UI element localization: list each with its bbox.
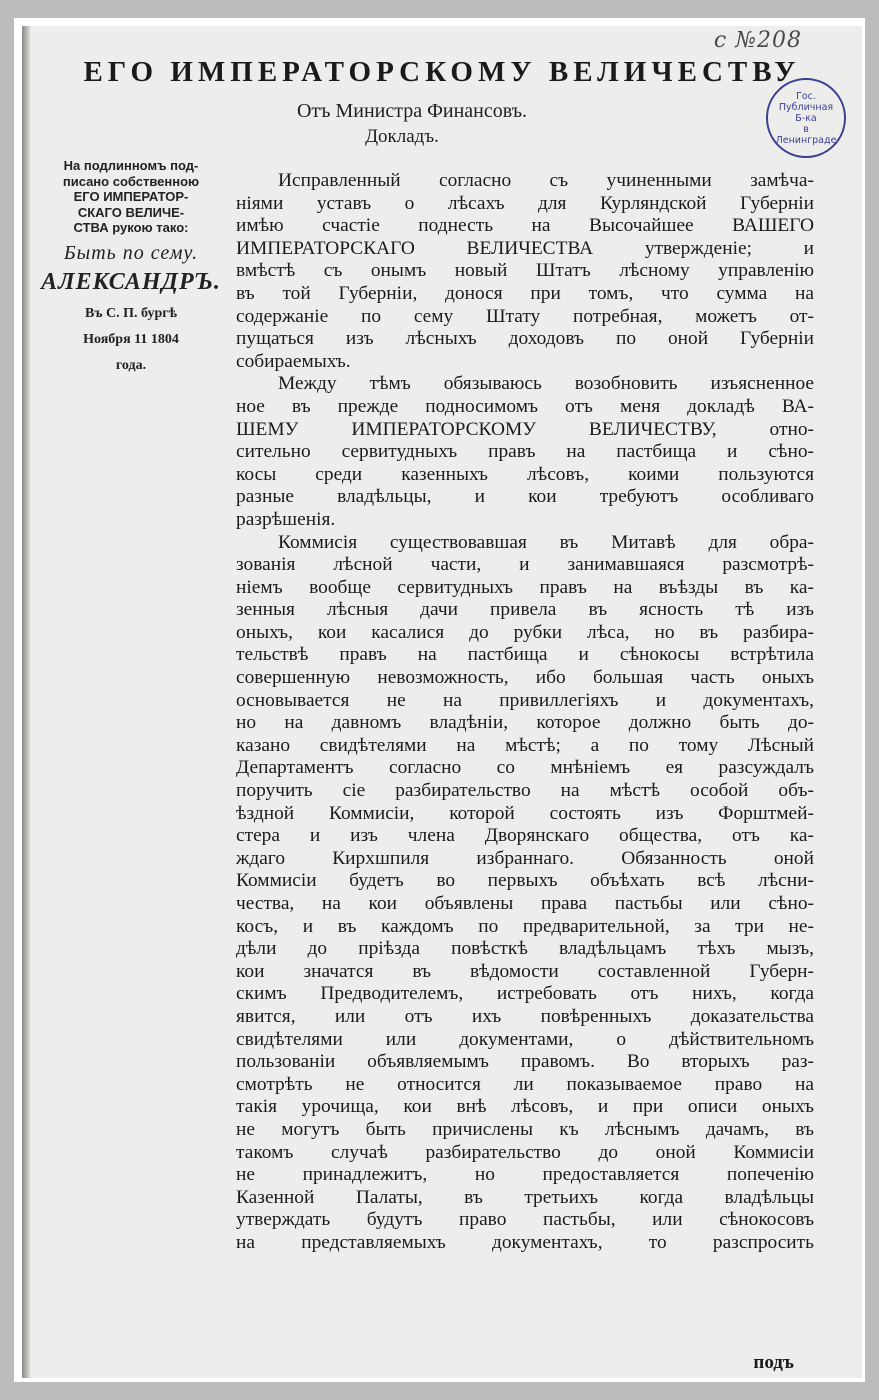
body-line: разные владѣльцы, и кои требуютъ особливаго <box>236 486 814 508</box>
body-line: чества, на кои объявлены права пастьбы или сѣно- <box>236 893 814 914</box>
stamp-line: Ленинграде <box>775 135 837 146</box>
date-line: Въ С. П. бургѣ <box>84 305 177 321</box>
body-line: косы среди казенныхъ лѣсовъ, коими пользуются <box>236 463 814 485</box>
body-line: смотрѣть не относится ли показываемое право на <box>236 1073 814 1095</box>
body-line: совершенную невозможность, ибо большая часть оныхъ <box>236 667 814 689</box>
document-page <box>22 26 862 1378</box>
body-line: на представляемыхъ документахъ, то разспросить <box>236 1231 814 1253</box>
body-line: не могутъ быть причислены къ лѣснымъ дачамъ, въ <box>236 1118 814 1140</box>
body-line: Департаментъ согласно со мнѣніемъ ея разсуждалъ <box>236 757 814 779</box>
body-line: кои значатся въ вѣдомости составленной Губерн- <box>236 960 814 982</box>
body-line: Коммисія существовавшая въ Митавѣ для обра- <box>278 531 814 553</box>
body-line: ждаго Кирхшпиля избраннаго. Обязанность оной <box>236 847 814 869</box>
body-line: Казенной Палаты, въ третьихъ когда владѣльцы <box>236 1186 814 1208</box>
margin-note-line: СТВА рукою тако: <box>73 220 189 235</box>
margin-note-line: СКАГО ВЕЛИЧЕ- <box>77 204 185 220</box>
date-line: года. <box>115 357 147 373</box>
margin-note <box>36 158 226 374</box>
binding-edge <box>22 26 30 1378</box>
document-title: ЕГО ИМПЕРАТОРСКОМУ ВЕЛИЧЕСТВУ <box>83 56 801 88</box>
body-line: имѣю счастіе поднесть на Высочайшее ВАШЕГО <box>236 215 814 237</box>
body-line: ѣздной Коммисіи, которой состоять изъ Форштмей- <box>236 802 814 824</box>
body-line: свидѣтелями или документами, о дѣйствительномъ <box>236 1028 814 1050</box>
body-line: такія урочища, кои внѣ лѣсовъ, и при описи оныхъ <box>236 1096 814 1118</box>
body-line: разрѣшенія. <box>236 508 336 530</box>
body-line: Между тѣмъ обязываюсь возобновить изъясненное <box>278 373 814 395</box>
body-line: косъ, и въ каждомъ по предварительной, за три не- <box>236 915 814 937</box>
body-line: ніемъ вообще сервитудныхъ правъ на въѣзды въ ка- <box>236 576 814 598</box>
date-line: Ноября 11 1804 <box>83 331 179 347</box>
imperial-signature: АЛЕКСАНДРЪ. <box>41 268 221 295</box>
body-line: ніями уставъ о лѣсахъ для Курляндской Губерніи <box>236 192 814 214</box>
body-line: зованія лѣсной части, и занимавшаяся разсмотрѣ- <box>236 554 814 576</box>
body-line: ШЕМУ ИМПЕРАТОРСКОМУ ВЕЛИЧЕСТВУ, отно- <box>236 418 814 440</box>
body-line: пущаться изъ лѣсныхъ доходовъ по оной Губерніи <box>236 328 814 350</box>
body-line: стера и изъ члена Дворянскаго общества, отъ ка- <box>236 825 814 847</box>
body-line: такомъ случаѣ разбирательство до оной Коммисіи <box>236 1141 814 1163</box>
resolution-text: Быть по сему. <box>63 241 199 264</box>
body-line: зенныя лѣсныя дачи привела въ ясность тѣ изъ <box>236 599 814 621</box>
body-line: содержаніе по сему Штату потребная, можетъ от- <box>236 305 814 327</box>
page-frame <box>14 18 865 1382</box>
body-line: но на давномъ владѣніи, которое должно быть до- <box>236 712 814 734</box>
body-line: ИМПЕРАТОРСКАГО ВЕЛИЧЕСТВА утвержденіе; и <box>236 237 814 259</box>
document-subtitle: Отъ Министра Финансовъ. <box>296 100 528 122</box>
body-line: Коммисіи будетъ во первыхъ объѣхать всѣ лѣсни- <box>236 870 814 892</box>
body-line: собираемыхъ. <box>236 350 351 372</box>
margin-note-line: ЕГО ИМПЕРАТОР- <box>73 189 189 204</box>
report-body <box>236 170 814 1255</box>
body-line: въ той Губерніи, донося при томъ, что сумма на <box>236 282 814 304</box>
body-line: основывается не на привиллегіяхъ и документахъ, <box>236 689 814 711</box>
body-line: пользованіи объявляемымъ правомъ. Во вторыхъ раз- <box>236 1051 814 1073</box>
report-label: Докладъ. <box>365 126 439 147</box>
body-line: тельствѣ правъ на пастбища и сѣнокосы встрѣтила <box>236 644 814 666</box>
body-line: сительно сервитудныхъ правъ на пастбища и сѣно- <box>236 441 814 463</box>
margin-note-line: На подлинномъ под- <box>63 158 199 173</box>
body-line: казано свидѣтелями на мѣстѣ; а по тому Лѣсный <box>236 734 814 756</box>
body-line: дѣли до пріѣзда повѣсткѣ владѣльцамъ тѣхъ мызъ, <box>236 938 814 960</box>
body-line: не принадлежитъ, но предоставляется попеченію <box>236 1164 814 1186</box>
stamp-line: Б-ка <box>795 113 817 124</box>
body-line: Исправленный согласно съ учиненными замѣча- <box>278 170 814 191</box>
body-line: вмѣстѣ съ онымъ новый Штатъ лѣсному управленію <box>236 260 814 282</box>
body-line: явится, или отъ ихъ повѣренныхъ доказательства <box>236 1005 814 1027</box>
body-line: скимъ Предводителемъ, истребовать отъ нихъ, когда <box>236 983 814 1005</box>
body-line: утверждать будутъ право пастьбы, или сѣнокосовъ <box>236 1209 814 1231</box>
body-line: ное въ прежде подносимомъ отъ меня докладѣ ВА- <box>236 395 814 417</box>
catchword: подъ <box>753 1352 794 1373</box>
stamp-line: в <box>803 124 809 135</box>
body-line: оныхъ, кои касалися до рубки лѣса, но въ разбира- <box>236 621 814 643</box>
archive-number: с №208 <box>713 28 802 53</box>
stamp-line: Гос. <box>796 91 816 102</box>
body-line: поручить сіе разбирательство на мѣстѣ особой объ- <box>236 780 814 802</box>
stamp-line: Публичная <box>778 102 834 113</box>
margin-note-line: писано собственною <box>62 173 200 189</box>
